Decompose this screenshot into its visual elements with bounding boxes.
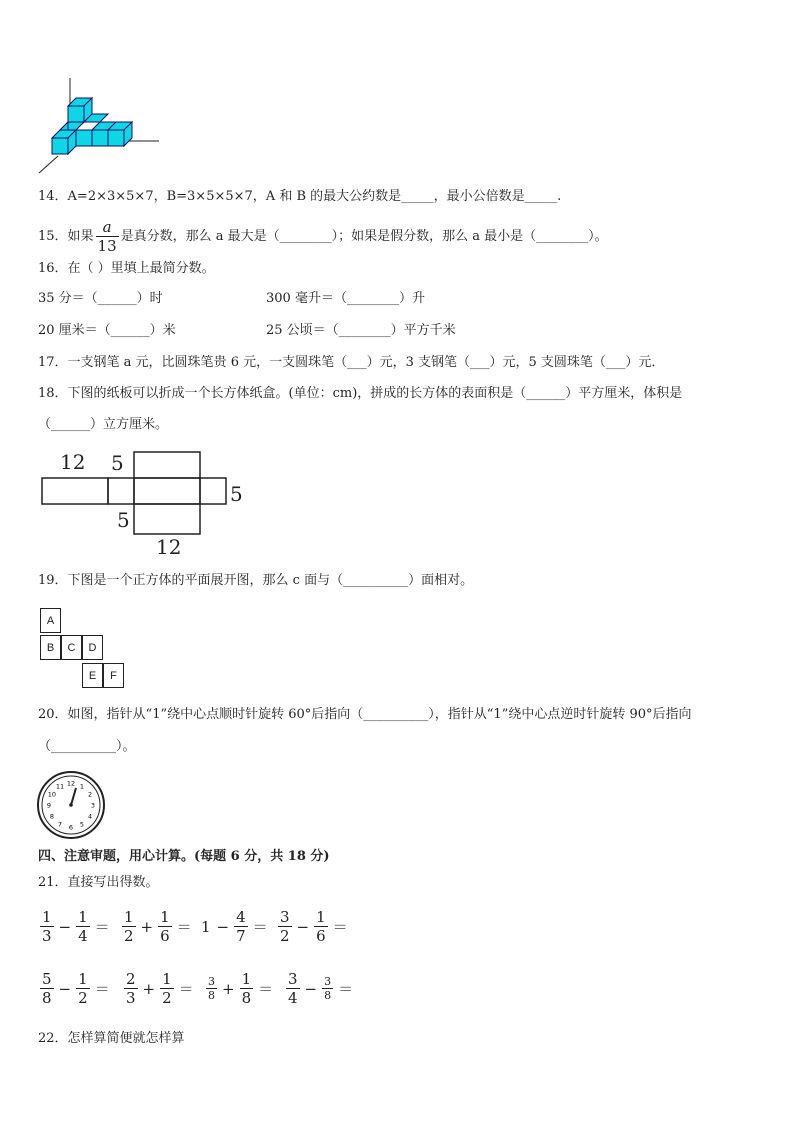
fraction-numerator: 3 bbox=[208, 975, 215, 988]
equals-sign: ＝ bbox=[258, 980, 274, 998]
question-18-line1: 18．下图的纸板可以折成一个长方体纸盒。(单位：cm)，拼成的长方体的表面积是（______）平方厘米，体积是 bbox=[38, 386, 683, 401]
fraction-numerator: 5 bbox=[42, 970, 52, 988]
clock-number-4: 4 bbox=[88, 812, 93, 821]
arithmetic-expression bbox=[120, 908, 195, 945]
arithmetic-expression bbox=[38, 908, 113, 945]
fraction-denominator: 6 bbox=[160, 927, 170, 945]
fraction-numerator: 1 bbox=[160, 908, 170, 926]
operator: + bbox=[140, 917, 154, 936]
clock-number-1: 1 bbox=[79, 782, 85, 791]
q16-item-2: 300 毫升＝（________）升 bbox=[266, 291, 425, 306]
clock-number-7: 7 bbox=[57, 820, 63, 829]
question-20-line1: 20．如图，指针从“1”绕中心点顺时针旋转 60°后指向（__________），指针从“1”绕中心点逆时针旋转 90°后指向 bbox=[38, 707, 692, 722]
whole-number: 1 bbox=[201, 917, 211, 936]
equals-sign: ＝ bbox=[332, 918, 348, 936]
box-net-figure bbox=[40, 446, 250, 562]
q21-row-1 bbox=[38, 908, 438, 948]
question-20-line2: （__________）。 bbox=[38, 739, 136, 754]
operator: + bbox=[142, 979, 156, 998]
fraction-numerator: 1 bbox=[316, 908, 326, 926]
question-19: 19．下图是一个正方体的平面展开图，那么 c 面与（__________）面相对。 bbox=[38, 573, 474, 588]
fraction-numerator: 3 bbox=[288, 970, 298, 988]
fraction-denominator: 2 bbox=[78, 989, 88, 1007]
operator: − bbox=[304, 979, 318, 998]
arithmetic-expression bbox=[204, 970, 276, 1007]
question-16-stem: 16．在（ ）里填上最简分数。 bbox=[38, 261, 215, 276]
equals-sign: ＝ bbox=[94, 918, 110, 936]
question-15 bbox=[38, 218, 608, 255]
fraction bbox=[124, 970, 138, 1007]
clock-number-10: 10 bbox=[47, 790, 57, 799]
fraction-denominator: 2 bbox=[162, 989, 172, 1007]
operator: − bbox=[216, 917, 230, 936]
question-17: 17．一支钢笔 a 元，比圆珠笔贵 6 元，一支圆珠笔（___）元，3 支钢笔（___）元，5 支圆珠笔（___）元． bbox=[38, 355, 665, 370]
fraction-denominator: 8 bbox=[324, 989, 332, 1002]
fraction bbox=[76, 908, 90, 945]
fraction bbox=[158, 908, 172, 945]
label-bottom-12: 12 bbox=[156, 535, 182, 559]
fraction bbox=[122, 908, 136, 945]
clock-number-11: 11 bbox=[55, 782, 65, 791]
q15-suffix: 是真分数，那么 a 最大是（________）；如果是假分数，那么 a 最小是（________）。 bbox=[120, 229, 608, 244]
fraction-numerator: 1 bbox=[78, 908, 88, 926]
fraction-denominator: 8 bbox=[241, 989, 252, 1007]
fraction bbox=[160, 970, 174, 1007]
equals-sign: ＝ bbox=[252, 918, 268, 936]
operator: − bbox=[58, 917, 72, 936]
q15-prefix: 15．如果 bbox=[38, 229, 94, 244]
fraction bbox=[76, 970, 90, 1007]
fraction-numerator: 1 bbox=[241, 970, 252, 988]
fraction-numerator: 2 bbox=[126, 970, 136, 988]
q16-item-3: 20 厘米＝（______）米 bbox=[38, 323, 176, 338]
fraction bbox=[240, 970, 254, 1007]
q16-item-4: 25 公顷＝（________）平方千米 bbox=[266, 323, 456, 338]
clock-number-12: 12 bbox=[66, 779, 76, 788]
q21-row-2 bbox=[38, 970, 438, 1010]
fraction-denominator: 3 bbox=[42, 927, 52, 945]
arithmetic-expression bbox=[122, 970, 197, 1007]
fraction-denominator: 4 bbox=[78, 927, 88, 945]
section-4-title: 四、注意审题，用心计算。(每题 6 分，共 18 分) bbox=[38, 849, 330, 864]
operator: + bbox=[222, 979, 235, 998]
fraction bbox=[234, 908, 248, 945]
operator: − bbox=[58, 979, 72, 998]
fraction-numerator: 1 bbox=[124, 908, 134, 926]
fraction-denominator: 2 bbox=[124, 927, 134, 945]
cube-net-face-c: C bbox=[61, 635, 82, 660]
arithmetic-expression bbox=[38, 970, 113, 1007]
fraction bbox=[314, 908, 328, 945]
cube-net-face-a: A bbox=[40, 608, 61, 633]
fraction bbox=[278, 908, 292, 945]
cube-net-face-b: B bbox=[40, 635, 61, 660]
fraction-denominator: 8 bbox=[208, 989, 215, 1002]
label-mid-5: 5 bbox=[117, 508, 130, 532]
clock-center bbox=[69, 803, 73, 807]
clock-number-2: 2 bbox=[88, 790, 93, 799]
clock-number-9: 9 bbox=[46, 801, 52, 810]
clock-number-3: 3 bbox=[90, 801, 96, 810]
fraction bbox=[206, 975, 217, 1002]
fraction-denominator: 7 bbox=[236, 927, 246, 945]
cube-net-figure bbox=[40, 608, 130, 690]
cube-net-face-e: E bbox=[82, 663, 103, 688]
fraction-denominator: 2 bbox=[280, 927, 290, 945]
fraction-numerator: 3 bbox=[280, 908, 290, 926]
operator: − bbox=[296, 917, 310, 936]
q16-item-1: 35 分＝（______）时 bbox=[38, 291, 163, 306]
question-21-stem: 21．直接写出得数。 bbox=[38, 875, 159, 890]
fraction bbox=[286, 970, 300, 1007]
fraction-numerator: 1 bbox=[78, 970, 88, 988]
q15-frac-num: a bbox=[96, 218, 119, 237]
label-top-12: 12 bbox=[60, 450, 86, 474]
fraction bbox=[322, 975, 333, 1002]
clock-number-5: 5 bbox=[79, 820, 85, 829]
label-right-5: 5 bbox=[230, 482, 243, 506]
fraction-numerator: 1 bbox=[162, 970, 172, 988]
clock-number-6: 6 bbox=[68, 823, 74, 832]
clock-figure bbox=[36, 770, 106, 840]
arithmetic-expression bbox=[276, 908, 351, 945]
question-18-line2: （______）立方厘米。 bbox=[38, 417, 169, 432]
fraction-numerator: 4 bbox=[236, 908, 246, 926]
fraction-denominator: 6 bbox=[316, 927, 326, 945]
label-top-5: 5 bbox=[111, 451, 124, 475]
fraction-denominator: 3 bbox=[126, 989, 136, 1007]
equals-sign: ＝ bbox=[178, 980, 194, 998]
cube-stack-figure bbox=[38, 74, 163, 174]
fraction-denominator: 4 bbox=[288, 989, 298, 1007]
cube-net-face-d: D bbox=[82, 635, 103, 660]
fraction-numerator: 3 bbox=[324, 975, 332, 988]
fraction bbox=[40, 908, 54, 945]
arithmetic-expression bbox=[284, 970, 356, 1007]
arithmetic-expression bbox=[198, 908, 271, 945]
question-14: 14．A=2×3×5×7，B=3×5×5×7，A 和 B 的最大公约数是_____，最小公倍数是_____. bbox=[38, 189, 562, 204]
fraction-denominator: 8 bbox=[42, 989, 52, 1007]
question-22: 22．怎样算简便就怎样算 bbox=[38, 1031, 185, 1046]
fraction-numerator: 1 bbox=[42, 908, 52, 926]
q15-fraction bbox=[96, 218, 119, 255]
fraction bbox=[40, 970, 54, 1007]
equals-sign: ＝ bbox=[94, 980, 110, 998]
q15-frac-den: 13 bbox=[97, 237, 117, 255]
cube-net-face-f: F bbox=[103, 663, 124, 688]
clock-number-8: 8 bbox=[49, 812, 54, 821]
equals-sign: ＝ bbox=[338, 980, 354, 998]
equals-sign: ＝ bbox=[176, 918, 192, 936]
